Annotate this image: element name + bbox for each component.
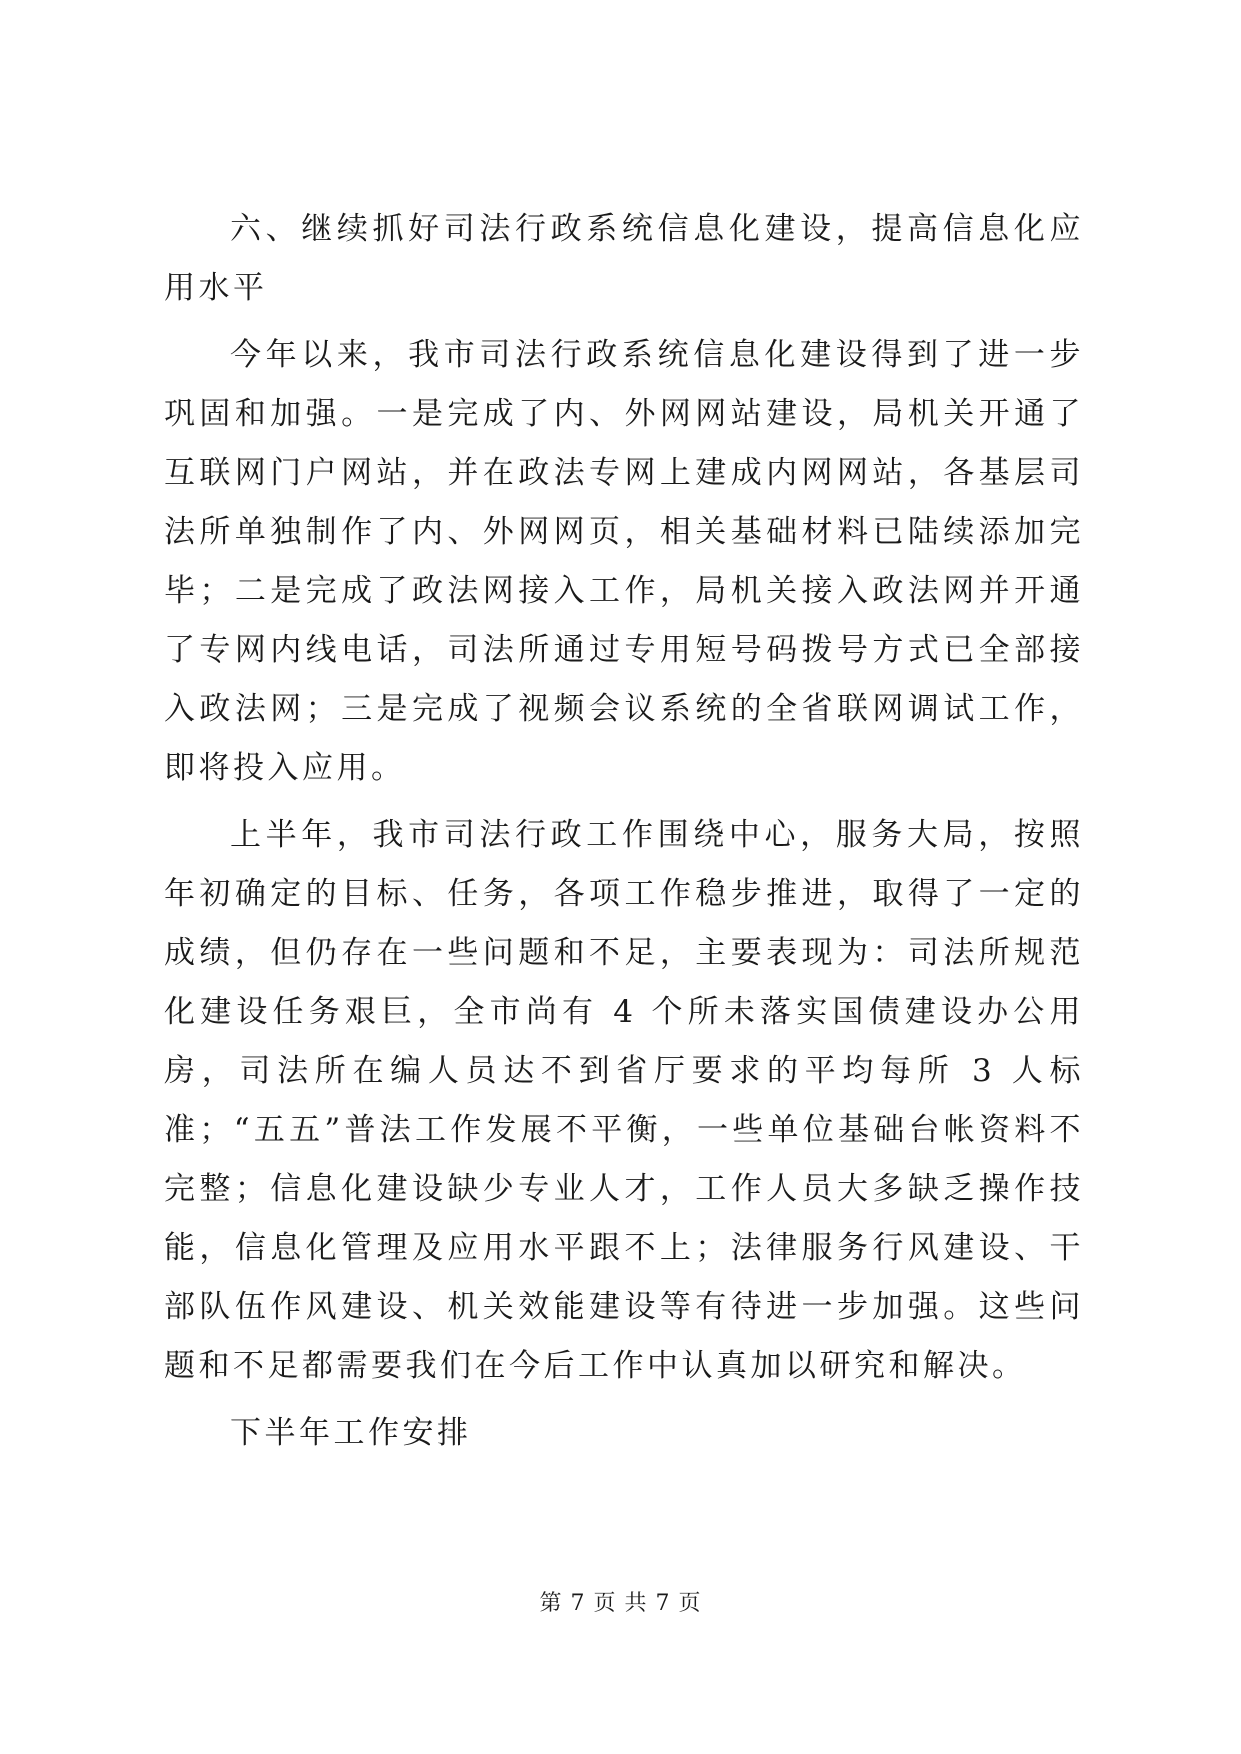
document-body: [164, 200, 1084, 1463]
body-paragraph-problems: 上半年，我市司法行政工作围绕中心，服务大局，按照年初确定的目标、任务，各项工作稳步推进，取得了一定的成绩，但仍存在一些问题和不足，主要表现为：司法所规范化建设任务艰巨，全市尚有 4 个所未落实国债建设办公用房，司法所在编人员达不到省厅要求的平均每所 3 人标准；“五五”普法工作发展不平衡，一些单位基础台帐资料不完整；信息化建设缺少专业人才，工作人员大多缺乏操作技能，信息化管理及应用水平跟不上；法律服务行风建设、干部队伍作风建设、机关效能建设等有待进一步加强。这些问题和不足都需要我们在今后工作中认真加以研究和解决。: [164, 817, 1084, 1384]
section-heading: 六、继续抓好司法行政系统信息化建设，提高信息化应用水平: [164, 211, 1084, 306]
body-paragraph-informatization: 今年以来，我市司法行政系统信息化建设得到了进一步巩固和加强。一是完成了内、外网网站建设，局机关开通了互联网门户网站，并在政法专网上建成内网网站，各基层司法所单独制作了内、外网网页，相关基础材料已陆续添加完毕；二是完成了政法网接入工作，局机关接入政法网并开通了专网内线电话，司法所通过专用短号码拨号方式已全部接入政法网；三是完成了视频会议系统的全省联网调试工作，即将投入应用。: [164, 337, 1084, 786]
body-paragraph-next-half: 下半年工作安排: [230, 1415, 472, 1451]
page-number-footer: 第 7 页 共 7 页: [539, 1591, 702, 1616]
